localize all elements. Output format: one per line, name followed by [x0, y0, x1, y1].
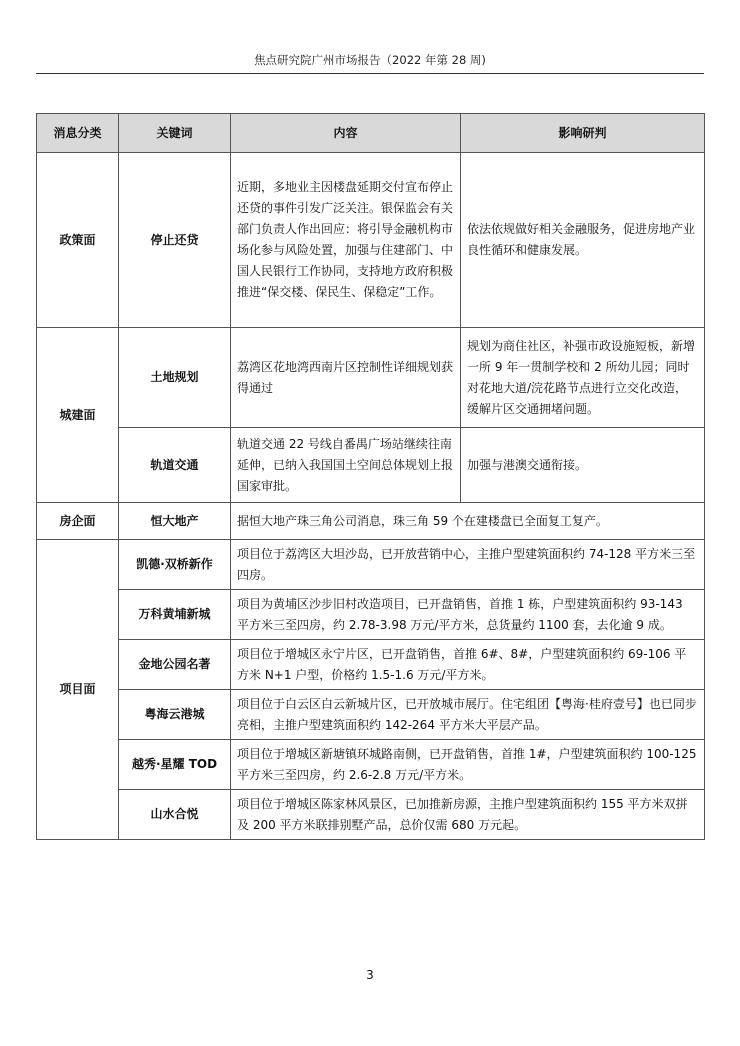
- keyword-cell: 山水合悦: [119, 790, 231, 840]
- keyword-cell: 停止还贷: [119, 153, 231, 328]
- content-cell: 项目位于荔湾区大坦沙岛，已开放营销中心，主推户型建筑面积约 74-128 平方米三至四房。: [231, 540, 705, 590]
- table-row: [37, 740, 705, 790]
- header-impact: 影响研判: [461, 114, 705, 153]
- table-header-row: [37, 114, 705, 153]
- table-row: [37, 503, 705, 540]
- content-cell: 项目位于白云区白云新城片区，已开放城市展厅。住宅组团【粤海·桂府壹号】也已同步亮相，主推户型建筑面积约 142-264 平方米大平层产品。: [231, 690, 705, 740]
- header-rule: [36, 73, 704, 74]
- content-cell: 据恒大地产珠三角公司消息，珠三角 59 个在建楼盘已全面复工复产。: [231, 503, 705, 540]
- table-row: [37, 328, 705, 428]
- content-cell: 项目位于增城区新塘镇环城路南侧，已开盘销售，首推 1#，户型建筑面积约 100-125 平方米三至四房，约 2.6-2.8 万元/平方米。: [231, 740, 705, 790]
- keyword-cell: 凯德·双桥新作: [119, 540, 231, 590]
- table-row: [37, 790, 705, 840]
- header-keyword: 关键词: [119, 114, 231, 153]
- content-cell: 荔湾区花地湾西南片区控制性详细规划获得通过: [231, 328, 461, 428]
- page-number: 3: [366, 968, 374, 982]
- content-cell: 项目位于增城区陈家林风景区，已加推新房源，主推户型建筑面积约 155 平方米双拼及 200 平方米联排别墅产品，总价仅需 680 万元起。: [231, 790, 705, 840]
- keyword-cell: 恒大地产: [119, 503, 231, 540]
- table-row: [37, 640, 705, 690]
- category-cell: 项目面: [37, 540, 119, 840]
- keyword-cell: 万科黄埔新城: [119, 590, 231, 640]
- keyword-cell: 金地公园名著: [119, 640, 231, 690]
- content-cell: 近期，多地业主因楼盘延期交付宣布停止还贷的事件引发广泛关注。银保监会有关部门负责人作出回应：将引导金融机构市场化参与风险处置，加强与住建部门、中国人民银行工作协同，支持地方政府积极推进“保交楼、保民生、保稳定”工作。: [231, 153, 461, 328]
- keyword-cell: 粤海云港城: [119, 690, 231, 740]
- table-row: [37, 590, 705, 640]
- keyword-cell: 轨道交通: [119, 428, 231, 503]
- report-header: 焦点研究院广州市场报告（2022 年第 28 周): [254, 53, 486, 67]
- news-table: [36, 113, 705, 840]
- keyword-cell: 土地规划: [119, 328, 231, 428]
- table-row: [37, 540, 705, 590]
- header-category: 消息分类: [37, 114, 119, 153]
- category-cell: 城建面: [37, 328, 119, 503]
- category-cell: 政策面: [37, 153, 119, 328]
- content-cell: 项目位于增城区永宁片区，已开盘销售，首推 6#、8#，户型建筑面积约 69-106 平方米 N+1 户型，价格约 1.5-1.6 万元/平方米。: [231, 640, 705, 690]
- impact-cell: 依法依规做好相关金融服务，促进房地产业良性循环和健康发展。: [461, 153, 705, 328]
- impact-cell: 规划为商住社区，补强市政设施短板，新增一所 9 年一贯制学校和 2 所幼儿园；同时对花地大道/浣花路节点进行立交化改造，缓解片区交通拥堵问题。: [461, 328, 705, 428]
- table-row: [37, 153, 705, 328]
- header-content: 内容: [231, 114, 461, 153]
- impact-cell: 加强与港澳交通衔接。: [461, 428, 705, 503]
- content-cell: 项目为黄埔区沙步旧村改造项目，已开盘销售，首推 1 栋，户型建筑面积约 93-143 平方米三至四房，约 2.78-3.98 万元/平方米，总货量约 1100 套，去化逾 9 成。: [231, 590, 705, 640]
- content-cell: 轨道交通 22 号线自番禺广场站继续往南延伸，已纳入我国国土空间总体规划上报国家审批。: [231, 428, 461, 503]
- table-row: [37, 428, 705, 503]
- keyword-cell: 越秀·星耀 TOD: [119, 740, 231, 790]
- table-row: [37, 690, 705, 740]
- category-cell: 房企面: [37, 503, 119, 540]
